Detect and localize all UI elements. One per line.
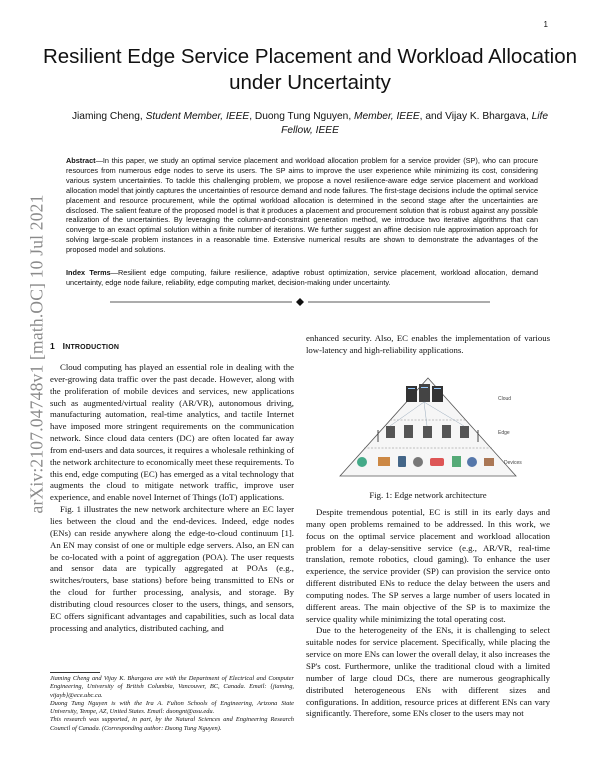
footnote-affiliation-1: Jiaming Cheng and Vijay K. Bhargava are with the Department of Electrical and Computer Engineering, University of British Columbia, Vancouver, BC, Canada. Email: {jiaming, vijayb}@ece.ubc.ca. [50, 675, 294, 699]
left-column [50, 362, 294, 634]
paragraph: Fig. 1 illustrates the new network architecture where an EC layer lies between the cloud and the end-devices. Indeed, edge nodes (ENs) can reside anywhere along the edge-to-cloud continuum [1]. An EN may consist of one or multiple edge servers. Also, an EN can be co-located with a point of aggregation (POA). The user requests and sensor data are typically aggregated at POAs (e.g., switches/routers, base stations) before being transmitted to ENs or the cloud for further processing, analysis, and storage. By distributing cloud resources closer to the users, things, and sensors, EC offers significant advantages and capabilities, such as local data processing and analytics, distributed caching, and [50, 504, 294, 633]
right-column-top [306, 333, 550, 357]
footnote-rule [50, 672, 100, 673]
author-2-name: , Duong Tung Nguyen, [249, 111, 354, 122]
author-1-name: Jiaming Cheng, [71, 111, 146, 122]
page-number: 1 [543, 20, 548, 29]
paper-title: Resilient Edge Service Placement and Workload Allocation under Uncertainty [42, 45, 578, 94]
right-column [306, 507, 550, 720]
author-3-name: , and Vijay K. Bhargava, [419, 111, 532, 122]
index-terms-text: —Resilient edge computing, failure resilience, adaptive robust optimization, service placement, workload allocation, demand uncertainty, edge node failure, reliability, edge computing market, decision-making under uncertainty. [66, 268, 538, 287]
layer-label-cloud: Cloud [498, 396, 512, 402]
abstract [66, 156, 538, 255]
section-number: 1 [50, 341, 55, 351]
paragraph: Cloud computing has played an essential role in dealing with the ever-growing data traffic over the past decade. However, along with the proliferation of mobile devices and services, new applications such as augmented/virtual reality (AR/VR), autonomous driving, manufacturing automation, real-time analytics, and tactile Internet have imposed more stringent requirements on the communication network. Since cloud data centers (DC) are often located far away from end-users and data sources, it requires a wholesale rethinking of the network architecture to economically meet these requirements. To this end, edge computing (EC) has emerged as a vital technology that augments the cloud to mitigate network traffic, improve user experience, and enable novel Internet of Things (IoT) applications. [50, 362, 294, 503]
author-2-role: Member, IEEE [353, 111, 420, 122]
index-terms [66, 268, 538, 288]
footnote-affiliation-2: Duong Tung Nguyen is with the Ira A. Fulton Schools of Engineering, Arizona State University, Tempe, AZ, United States. Email: duongnt@asu.edu. [50, 699, 294, 716]
paragraph: Despite tremendous potential, EC is still in its early days and many open problems remained to be addressed. In this work, we focus on the optimal service placement and workload allocation problem for a delay-sensitive service (e.g., AR/VR, real-time translation, remote robotics, cloud gaming). To enhance the user experience, the service provider (SP) can provision the service onto different distributed ENs to reduce the delay between the users and computing nodes. The SP serves a large number of users located in different areas. The main objective of the SP is to maximize the service quality while minimizing the total operating cost. [306, 507, 550, 624]
author-list [60, 110, 560, 138]
author-3-role: Life Fellow, IEEE [281, 111, 549, 136]
abstract-label: Abstract [66, 156, 96, 165]
figure-caption: Fig. 1: Edge network architecture [369, 490, 487, 500]
cloud-datacenter-icon [406, 384, 443, 402]
layer-label-devices: Devices [504, 460, 522, 466]
divider-diamond-icon [296, 298, 304, 306]
index-terms-label: Index Terms [66, 268, 111, 277]
arxiv-stamp: arXiv:2107.04748v1 [math.OC] 10 Jul 2021 [26, 194, 47, 514]
footnote [50, 675, 294, 733]
section-title-first: I [62, 341, 66, 351]
network-architecture-figure [320, 372, 536, 490]
footnote-funding: This research was supported, in part, by the Natural Sciences and Engineering Research Council of Canada. (Corresponding author: Duong Tung Nguyen). [50, 716, 294, 732]
paragraph: enhanced security. Also, EC enables the implementation of various low-latency and high-reliability applications. [306, 333, 550, 355]
section-heading [50, 341, 119, 351]
abstract-text: —In this paper, we study an optimal service placement and workload allocation problem for a service provider (SP), who can procure resources from numerous edge nodes to serve its users. The SP aims to improve the user experience while minimizing its cost, considering various system uncertainties. To tackle this challenging problem, we propose a novel resilience-aware edge service placement and workload allocation model that jointly captures the uncertainties of resource demand and node failures. The first-stage decisions include the optimal service placement and resource procurement, while the optimal workload allocation is determined in the second stage after the uncertainties are disclosed. The salient feature of the proposed model is that it produces a placement and procurement solution that is robust against any possible realization of the uncertainties. By leveraging the column-and-constraint generation method, we introduce two iterative algorithms that can converge to an exact optimal solution within a finite number of iterations. We further suggest an affine decision rule approximation approach for solving large-scale problem instances in a reasonable time. Extensive numerical results are shown to demonstrate the advantages of the proposed model and solutions. [66, 156, 538, 255]
author-1-role: Student Member, IEEE [145, 111, 250, 122]
section-divider [110, 298, 490, 306]
layer-label-edge: Edge [498, 430, 510, 436]
paragraph: Due to the heterogeneity of the ENs, it is challenging to select suitable nodes for service placement. Specifically, while placing the service on more ENs can lower the overall delay, it also increases the SP's cost. Furthermore, unlike the traditional cloud with a limited number of large cloud DCs, there are numerous geographically distributed heterogeneous ENs with different sizes and configurations. In addition, resource prices at different ENs can vary significantly. Therefore, some ENs closer to the users may not [306, 625, 550, 719]
section-title-rest: NTRODUCTION [65, 344, 120, 351]
